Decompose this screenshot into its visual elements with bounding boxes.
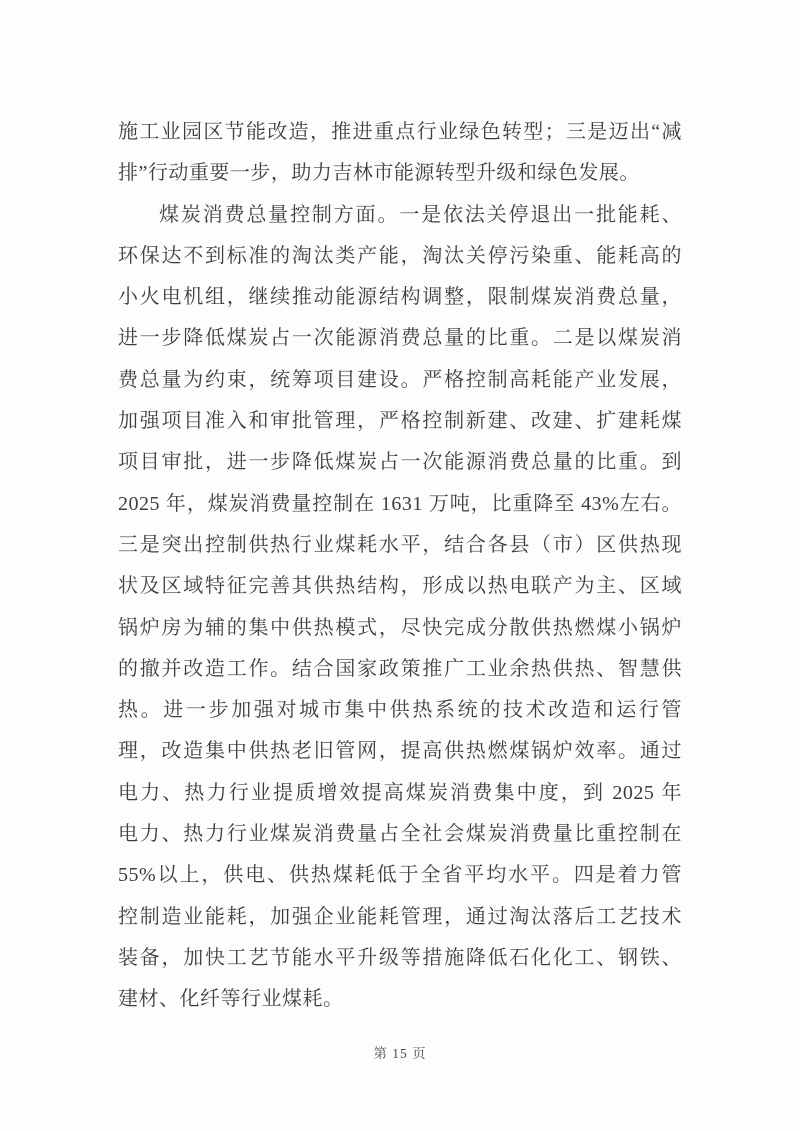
document-body (118, 112, 682, 1021)
text-line: 小火电机组，继续推动能源结构调整，限制煤炭消费总量， (118, 286, 682, 309)
text-line: 装备，加快工艺节能水平升级等措施降低石化化工、钢铁、 (118, 946, 682, 969)
text-line: 三是突出控制供热行业煤耗水平，结合各县（市）区供热现 (118, 533, 682, 556)
text-line: 施工业园区节能改造，推进重点行业绿色转型；三是迈出“减 (118, 121, 682, 143)
text-line: 控制造业能耗，加强企业能耗管理，通过淘汰落后工艺技术 (118, 905, 682, 928)
page-number: 第 15 页 (373, 1046, 427, 1061)
text-line: 的撤并改造工作。结合国家政策推广工业余热供热、智慧供 (118, 657, 682, 680)
text-line: 理，改造集中供热老旧管网，提高供热燃煤锅炉效率。通过 (118, 740, 682, 763)
text-line: 热。进一步加强对城市集中供热系统的技术改造和运行管 (118, 699, 682, 722)
text-line: 项目审批，进一步降低煤炭占一次能源消费总量的比重。到 (118, 451, 682, 474)
text-line: 建材、化纤等行业煤耗。 (118, 988, 344, 1011)
text-line: 进一步降低煤炭占一次能源消费总量的比重。二是以煤炭消 (118, 327, 682, 350)
text-line: 电力、热力行业提质增效提高煤炭消费集中度，到 2025 年 (118, 781, 682, 804)
text-line: 2025 年，煤炭消费量控制在 1631 万吨，比重降至 43%左右。 (118, 492, 682, 515)
text-line: 煤炭消费总量控制方面。一是依法关停退出一批能耗、 (159, 203, 682, 226)
text-line: 费总量为约束，统筹项目建设。严格控制高耗能产业发展， (118, 368, 682, 391)
text-line: 状及区域特征完善其供热结构，形成以热电联产为主、区域 (118, 575, 682, 598)
text-line: 排”行动重要一步，助力吉林市能源转型升级和绿色发展。 (118, 162, 640, 185)
text-line: 加强项目准入和审批管理，严格控制新建、改建、扩建耗煤 (118, 410, 682, 433)
text-line: 55%以上，供电、供热煤耗低于全省平均水平。四是着力管 (118, 864, 682, 887)
text-line: 锅炉房为辅的集中供热模式，尽快完成分散供热燃煤小锅炉 (118, 616, 682, 639)
text-line: 电力、热力行业煤炭消费量占全社会煤炭消费量比重控制在 (118, 823, 682, 846)
text-line: 环保达不到标准的淘汰类产能，淘汰关停污染重、能耗高的 (118, 244, 682, 267)
